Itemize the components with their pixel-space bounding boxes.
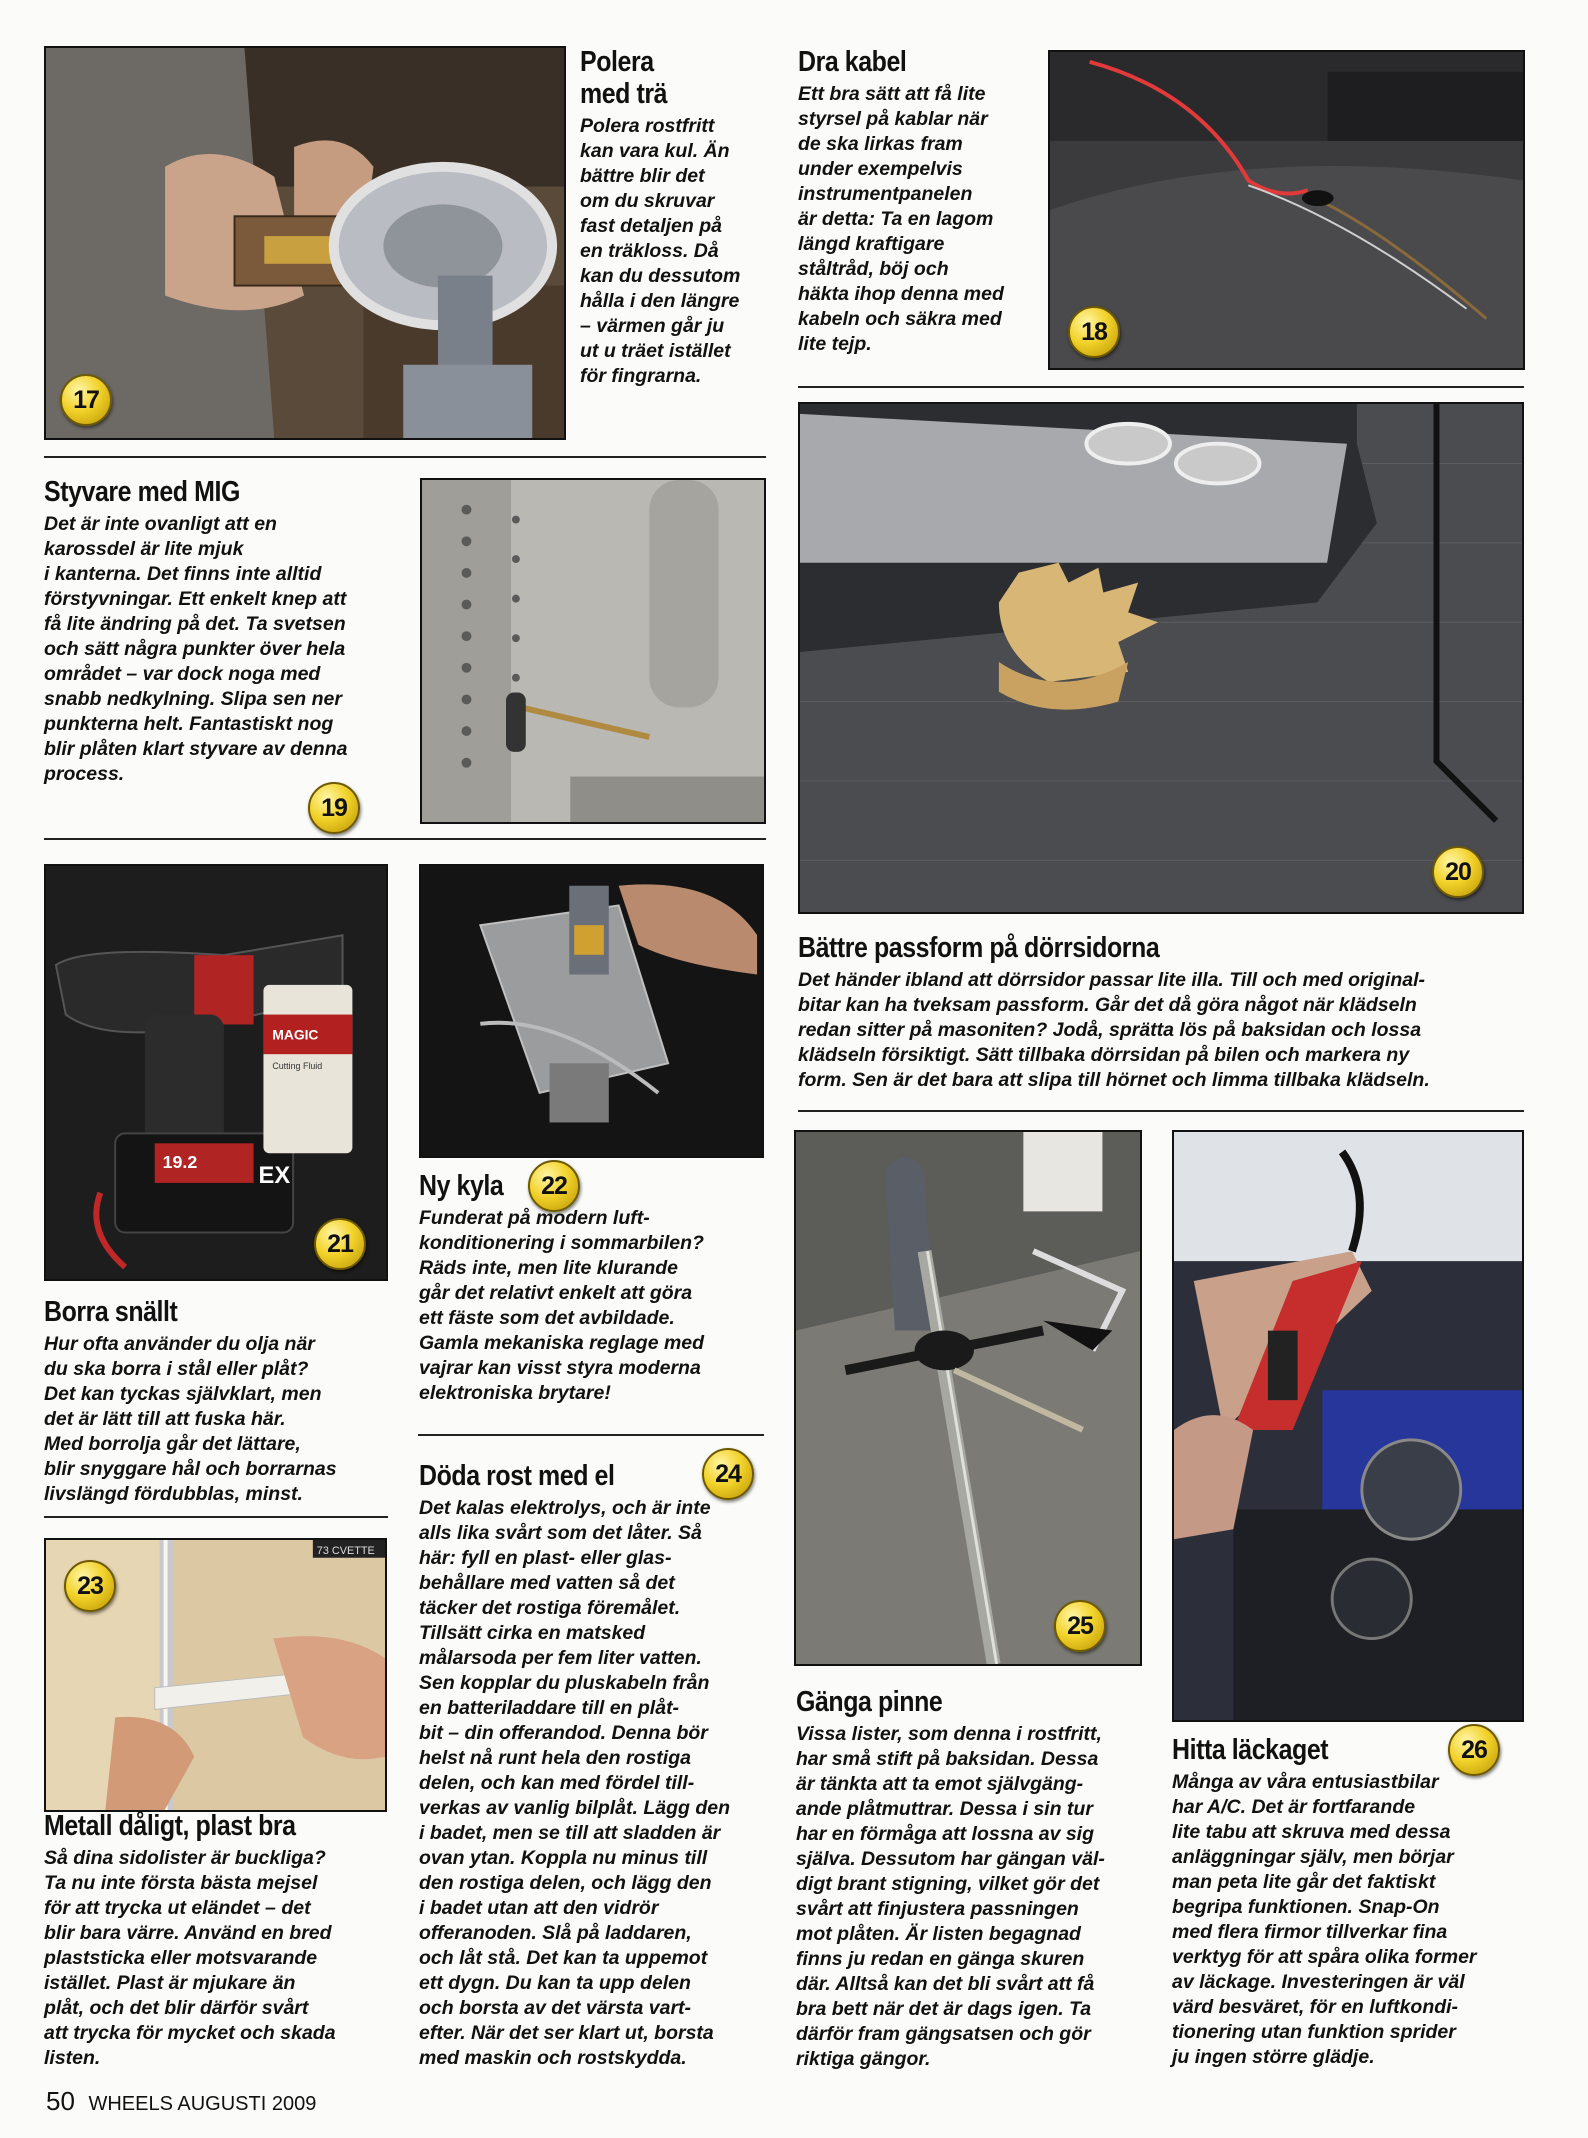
divider xyxy=(44,1516,388,1518)
tip-title: Polera med trä xyxy=(580,46,668,110)
tip-24 xyxy=(419,1460,769,2071)
tip-title: Döda rost med el xyxy=(419,1460,615,1492)
tip-18 xyxy=(798,46,1038,357)
tip-number-badge: 23 xyxy=(64,1560,116,1612)
tip-17 xyxy=(580,46,780,389)
divider xyxy=(798,1110,1524,1112)
tip-number-badge: 22 xyxy=(528,1160,580,1212)
photo-door-panel xyxy=(798,402,1524,914)
tip-20 xyxy=(798,932,1524,1093)
tip-23 xyxy=(44,1810,394,2071)
magazine-issue: WHEELS AUGUSTI 2009 xyxy=(88,2093,317,2115)
tip-25 xyxy=(796,1686,1146,2072)
tip-26 xyxy=(1172,1734,1532,2070)
tip-text: Vissa lister, som denna i rostfritt, har små stift på baksidan. Dessa är tänkta att ta emot självgäng- ande plåtmuttrar. Dessa i sin tur har en förmåga att lossna av sig själva. Dessutom har gängan väl- digt brant stigning, vilket gör det svårt att finjustera passningen mot plåten. Är listen begagnad finns ju redan en gänga skuren där. Alltså kan det bli svårt att få bra bett när det är dags igen. Ta därför fram gängsatsen och gör riktiga gängor. xyxy=(796,1723,1105,2070)
tip-title: Bättre passform på dörrsidorna xyxy=(798,932,1160,964)
tip-number-badge: 20 xyxy=(1432,846,1484,898)
tip-number-badge: 24 xyxy=(702,1448,754,1500)
tip-text: Många av våra entusiastbilar har A/C. Det är fortfarande lite tabu att skruva med dessa anläggningar själv, men börjar man peta lite går det faktiskt begripa funktionen. Snap-On med flera firmor tillverkar fina verktyg för att spåra olika former av läckage. Investeringen är väl värd besväret, för en luftkondi- tionering utan funktion sprider ju ingen större glädje. xyxy=(1172,1771,1477,2068)
tip-text: Hur ofta använder du olja när du ska borra i stål eller plåt? Det kan tyckas självklart, men det är lätt till att fuska här. Med borrolja går det lättare, blir snyggare hål och borrarnas livslängd fördubblas, minst. xyxy=(44,1333,337,1505)
divider xyxy=(798,386,1524,388)
tip-number-badge: 17 xyxy=(60,374,112,426)
tape-label: 73 CVETTE xyxy=(316,1544,375,1557)
tip-title: Metall dåligt, plast bra xyxy=(44,1810,296,1842)
photo-leak-detector xyxy=(1172,1130,1524,1722)
tip-21 xyxy=(44,1296,394,1507)
photo-polishing-wheel xyxy=(44,46,566,440)
page-number: 50 xyxy=(46,2086,75,2116)
tip-text: Ett bra sätt att få lite styrsel på kablar när de ska lirkas fram under exempelvis instrumentpanelen är detta: Ta en lagom längd kraftigare ståltråd, böj och häkta ihop denna med kabeln och säkra med lite tejp. xyxy=(798,83,1004,355)
tip-text: Det kalas elektrolys, och är inte alls lika svårt som det låter. Så här: fyll en plast- eller glas- behållare med vatten så det täcker det rostiga föremålet. Tillsätt cirka en matsked målarsoda per fem liter vatten. Sen kopplar du pluskabeln från en batteriladdare till en plåt- bit – din offerandod. Denna bör helst nå runt hela den rostiga delen, och kan med fördel till- verkas av vanlig bilplåt. Lägg den i badet, men se till att sladden är ovan ytan. Koppla nu minus till den rostiga delen, och lägg den i badet utan att den vidrör offeranoden. Slå på laddaren, och låt stå. Det kan ta uppemot ett dygn. Du kan ta upp delen och borsta av det värsta vart- efter. När det ser klart ut, borsta med maskin och rostskydda. xyxy=(419,1497,731,2069)
battery-voltage: 19.2 xyxy=(162,1152,198,1173)
oil-can-brand: MAGIC xyxy=(272,1026,319,1043)
tip-text: Så dina sidolister är buckliga? Ta nu inte första bästa mejsel för att trycka ut eländet – det blir bara värre. Använd en bred plaststicka eller motsvarande istället. Plast är mjukare än plåt, och det blir därför svårt att trycka för mycket och skada listen. xyxy=(44,1847,336,2069)
tip-number-badge: 25 xyxy=(1054,1600,1106,1652)
tip-title: Gänga pinne xyxy=(796,1686,943,1718)
photo-tap-die xyxy=(794,1130,1142,1666)
oil-can-subtitle: Cutting Fluid xyxy=(272,1061,323,1072)
tip-title: Styvare med MIG xyxy=(44,476,240,508)
tip-22 xyxy=(419,1170,764,1406)
tip-title: Ny kyla xyxy=(419,1170,504,1202)
tip-text: Funderat på modern luft- konditionering i sommarbilen? Räds inte, men lite klurande går det relativt enkelt att göra ett fäste som det avbildade. Gamla mekaniska reglage med vajrar kan visst styra moderna elektroniska brytare! xyxy=(419,1207,705,1404)
tip-title: Borra snällt xyxy=(44,1296,178,1328)
tip-number-badge: 26 xyxy=(1448,1724,1500,1776)
photo-ac-bracket xyxy=(419,864,764,1158)
tip-title: Hitta läckaget xyxy=(1172,1734,1329,1766)
tip-number-badge: 21 xyxy=(314,1218,366,1270)
tip-text: Det är inte ovanligt att en karossdel är lite mjuk i kanterna. Det finns inte alltid förstyvningar. Ett enkelt knep att få lite ändring på det. Ta svetsen och sätt några punkter över hela området – var dock noga med snabb nedkylning. Slipa sen ner punkterna helt. Fantastiskt nog blir plåten klart styvare av denna process. xyxy=(44,513,348,785)
photo-mig-panel xyxy=(420,478,766,824)
divider xyxy=(44,456,766,458)
tip-number-badge: 18 xyxy=(1068,306,1120,358)
battery-model: EX xyxy=(258,1162,291,1189)
tip-text: Polera rostfritt kan vara kul. Än bättre blir det om du skruvar fast detaljen på en träkloss. Då kan du dessutom hålla i den längre – värmen går ju ut u träet istället för fingrarna. xyxy=(580,115,741,387)
tip-number-badge: 19 xyxy=(308,782,360,834)
tip-title: Dra kabel xyxy=(798,46,907,78)
divider xyxy=(418,1434,764,1436)
page-footer xyxy=(46,2086,316,2117)
photo-cable-wire xyxy=(1048,50,1525,370)
tip-19 xyxy=(44,476,414,787)
tip-text: Det händer ibland att dörrsidor passar lite illa. Till och med original- bitar kan ha tveksam passform. Går det då göra något när klädseln redan sitter på masoniten? Jodå, sprätta lös på baksidan och lossa klädseln försiktigt. Sätt tillbaka dörrsidan på bilen och markera ny form. Sen är det bara att slipa till hörnet och limma tillbaka klädseln. xyxy=(798,969,1430,1091)
divider xyxy=(44,838,766,840)
